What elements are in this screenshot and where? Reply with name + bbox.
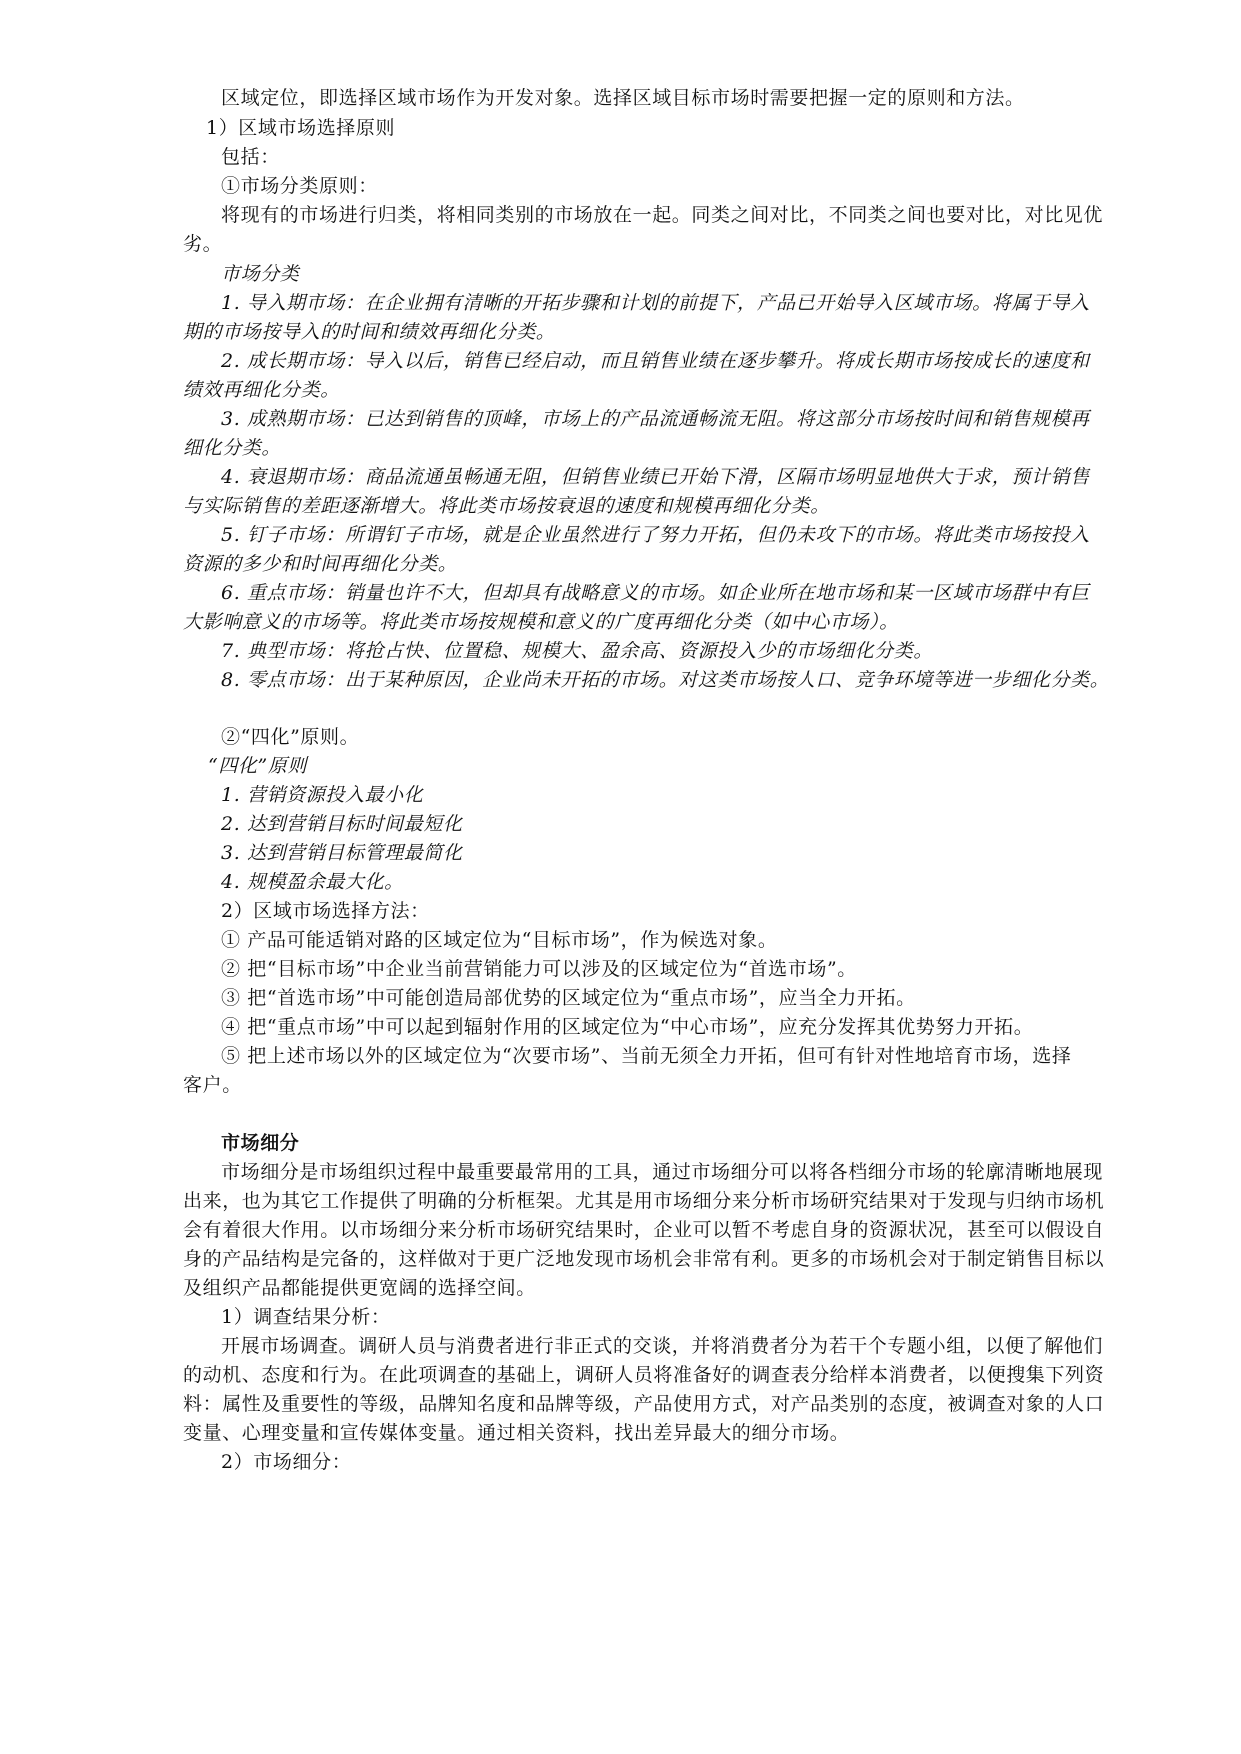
paragraph-line: 包括： bbox=[221, 146, 280, 168]
list-item: 3. 达到营销目标管理最简化 bbox=[221, 842, 463, 864]
list-item-continuation: 期的市场按导入的时间和绩效再细化分类。 bbox=[183, 321, 556, 343]
list-item-continuation: 绩效再细化分类。 bbox=[183, 379, 340, 401]
paragraph-line: 及组织产品都能提供更宽阔的选择空间。 bbox=[183, 1277, 536, 1299]
section-heading: 1）调查结果分析： bbox=[221, 1306, 391, 1328]
list-item: 6. 重点市场：销量也许不大，但却具有战略意义的市场。如企业所在地市场和某一区域市场群中有巨 bbox=[221, 582, 1090, 604]
paragraph-line: 区域定位，即选择区域市场作为开发对象。选择区域目标市场时需要把握一定的原则和方法。 bbox=[221, 87, 1025, 109]
list-item-continuation: 细化分类。 bbox=[183, 437, 282, 459]
list-item: 7. 典型市场：将抢占快、位置稳、规模大、盈余高、资源投入少的市场细化分类。 bbox=[221, 640, 933, 662]
paragraph-line: 变量、心理变量和宣传媒体变量。通过相关资料，找出差异最大的细分市场。 bbox=[183, 1422, 850, 1444]
list-item: 8. 零点市场：出于某种原因，企业尚未开拓的市场。对这类市场按人口、竞争环境等进一步细化分类。 bbox=[221, 669, 1110, 691]
section-heading: 2）区域市场选择方法： bbox=[221, 900, 430, 922]
list-item: 2. 达到营销目标时间最短化 bbox=[221, 813, 463, 835]
paragraph-line: 的动机、态度和行为。在此项调查的基础上，调研人员将准备好的调查表分给样本消费者，以便搜集下列资 bbox=[183, 1364, 1105, 1386]
subsection-heading: ②“四化”原则。 bbox=[221, 726, 360, 748]
list-item: ① 产品可能适销对路的区域定位为“目标市场”，作为候选对象。 bbox=[221, 929, 778, 951]
section-heading: 1）区域市场选择原则 bbox=[206, 117, 396, 139]
list-item: 3. 成熟期市场：已达到销售的顶峰，市场上的产品流通畅流无阻。将这部分市场按时间和销售规模再 bbox=[221, 408, 1090, 430]
section-heading: 2）市场细分： bbox=[221, 1451, 352, 1473]
list-item: ⑤ 把上述市场以外的区域定位为“次要市场”、当前无须全力开拓，但可有针对性地培育市场，选择 bbox=[221, 1045, 1072, 1067]
list-item: 5. 钉子市场：所谓钉子市场，就是企业虽然进行了努力开拓，但仍未攻下的市场。将此类市场按投入 bbox=[221, 524, 1090, 546]
subsection-heading: ①市场分类原则： bbox=[221, 175, 378, 197]
paragraph-line: 市场细分是市场组织过程中最重要最常用的工具，通过市场细分可以将各档细分市场的轮廓清晰地展现 bbox=[221, 1161, 1104, 1183]
list-item: 1. 导入期市场：在企业拥有清晰的开拓步骤和计划的前提下，产品已开始导入区域市场。将属于导入 bbox=[221, 292, 1090, 314]
list-item: ③ 把“首选市场”中可能创造局部优势的区域定位为“重点市场”，应当全力开拓。 bbox=[221, 987, 916, 1009]
list-item-continuation: 资源的多少和时间再细化分类。 bbox=[183, 553, 458, 575]
list-item: 4. 衰退期市场：商品流通虽畅通无阻，但销售业绩已开始下滑，区隔市场明显地供大于求，预计销售 bbox=[221, 466, 1090, 488]
paragraph-line: 身的产品结构是完备的，这样做对于更广泛地发现市场机会非常有利。更多的市场机会对于制定销售目标以 bbox=[183, 1248, 1105, 1270]
list-item-continuation: 与实际销售的差距逐渐增大。将此类市场按衰退的速度和规模再细化分类。 bbox=[183, 495, 830, 517]
list-item-continuation: 客户。 bbox=[183, 1074, 242, 1096]
list-item: ② 把“目标市场”中企业当前营销能力可以涉及的区域定位为“首选市场”。 bbox=[221, 958, 857, 980]
paragraph-line: 将现有的市场进行归类，将相同类别的市场放在一起。同类之间对比，不同类之间也要对比，对比见优 bbox=[221, 204, 1104, 226]
list-item: 1. 营销资源投入最小化 bbox=[221, 784, 424, 806]
list-heading: 市场分类 bbox=[221, 263, 300, 285]
list-item: 2. 成长期市场：导入以后，销售已经启动，而且销售业绩在逐步攀升。将成长期市场按成长的速度和 bbox=[221, 350, 1090, 372]
paragraph-line: 出来，也为其它工作提供了明确的分析框架。尤其是用市场细分来分析市场研究结果对于发现与归纳市场机 bbox=[183, 1190, 1105, 1212]
list-item: 4. 规模盈余最大化。 bbox=[221, 871, 404, 893]
paragraph-line: 料：属性及重要性的等级，品牌知名度和品牌等级，产品使用方式，对产品类别的态度，被调查对象的人口 bbox=[183, 1393, 1105, 1415]
list-item: ④ 把“重点市场”中可以起到辐射作用的区域定位为“中心市场”，应充分发挥其优势努力开拓。 bbox=[221, 1016, 1034, 1038]
list-item-continuation: 大影响意义的市场等。将此类市场按规模和意义的广度再细化分类（如中心市场）。 bbox=[183, 611, 899, 633]
paragraph-line: 劣。 bbox=[183, 233, 223, 255]
paragraph-line: 开展市场调查。调研人员与消费者进行非正式的交谈，并将消费者分为若干个专题小组，以便了解他们 bbox=[221, 1335, 1104, 1357]
paragraph-line: 会有着很大作用。以市场细分来分析市场研究结果时，企业可以暂不考虑自身的资源状况，甚至可以假设自 bbox=[183, 1219, 1105, 1241]
section-title: 市场细分 bbox=[221, 1132, 300, 1154]
list-heading: “四化”原则 bbox=[208, 755, 308, 777]
